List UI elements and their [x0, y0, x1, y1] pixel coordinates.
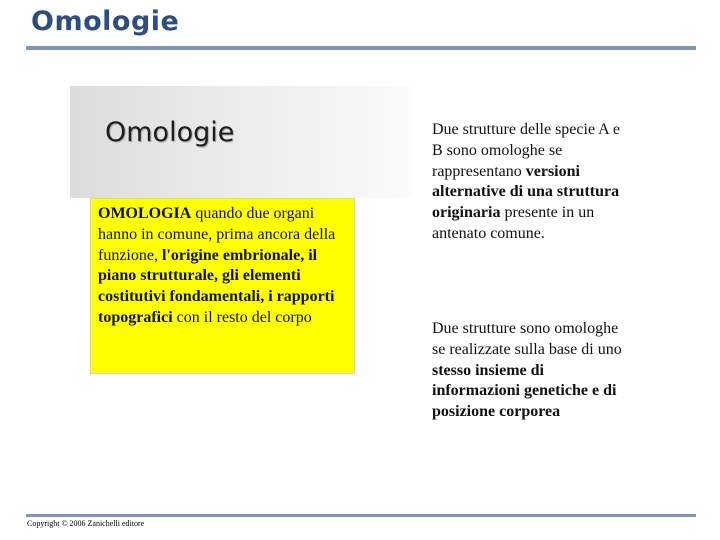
- right-paragraph-1: [432, 120, 632, 245]
- box-text-1: OMOLOGIA: [98, 205, 192, 222]
- right1-text-3: presente in un antenato comune.: [432, 204, 595, 242]
- right1-text-1: Due strutture delle specie A e B sono omologhe se rappresentano: [432, 121, 620, 180]
- box-text-4: con il resto del corpo: [172, 308, 312, 326]
- box-text-3: l'origine embrionale, il piano strutturale, gli elementi costitutivi fondamentali, i rapporti topografici: [98, 246, 335, 326]
- title-divider: [26, 46, 696, 50]
- right-paragraph-2: [432, 319, 632, 423]
- figure-title: Omologie: [105, 117, 235, 148]
- right1-text-2: versioni alternative di una struttura originaria: [432, 162, 620, 222]
- box-text-2: quando due organi hanno in comune, prima ancora della funzione,: [98, 205, 336, 264]
- slide-title: Omologie: [31, 6, 180, 37]
- right2-text-2: stesso insieme di informazioni genetiche e di posizione corporea: [432, 361, 617, 421]
- right2-text-1: Due strutture sono omologhe se realizzate sulla base di uno: [432, 320, 622, 358]
- footer-divider: [26, 514, 696, 517]
- copyright-notice: Copyright © 2006 Zanichelli editore: [27, 519, 145, 528]
- definition-box: [90, 198, 355, 374]
